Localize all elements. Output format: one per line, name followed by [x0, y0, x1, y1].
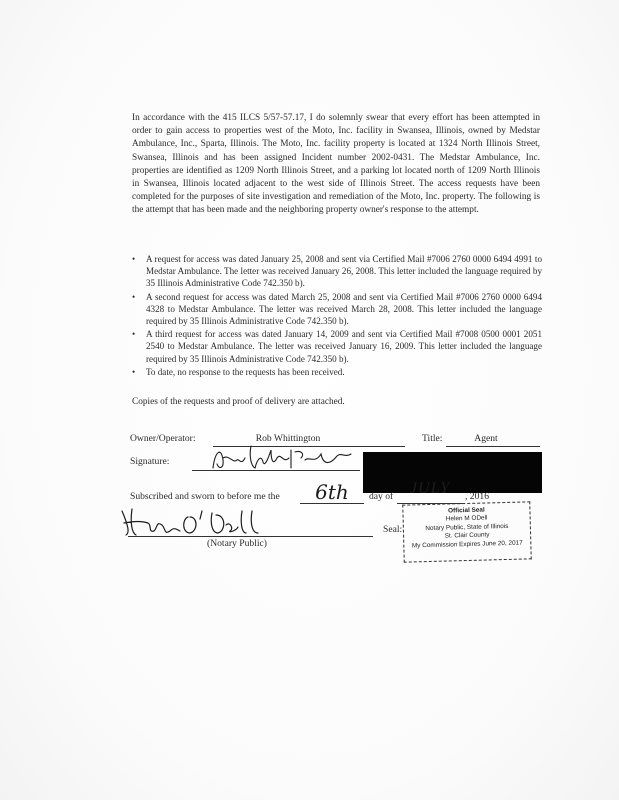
- intro-paragraph: In accordance with the 415 ILCS 5/57-57.17, I do solemnly swear that every effort has been attempted in order to gain access to properties west of the Moto, Inc. facility in Swansea, Illinois, owned by Medstar Ambulance, Inc., Sparta, Illinois. The Moto, Inc. facility property is located at 1324 North Illinois Street, Swansea, Illinois and has been assigned Incident number 2002-0431. The Medstar Ambulance, Inc. properties are identified as 1209 North Illinois Street, and a parking lot located north of 1209 North Illinois in Swansea, Illinois located adjacent to the west side of Illinois Street. The access requests have been completed for the purposes of site investigation and remediation of the Moto, Inc. property. The following is the attempt that has been made and the neighboring property owner's response to the attempt.: [132, 113, 540, 216]
- notary-seal-stamp: [402, 501, 531, 562]
- subscribed-label: Subscribed and sworn to before me the: [130, 491, 280, 502]
- list-item-text: A request for access was dated January 25, 2008 and sent via Certified Mail #7006 2760 0000 6494 4991 to Medstar Ambulance. The letter was received January 26, 2008. This letter included the language required by 35 Illinois Administrative Code 742.350 b).: [146, 254, 542, 289]
- seal-line-state: Notary Public, State of Illinois: [425, 522, 509, 532]
- list-item: [130, 291, 542, 328]
- list-item: [130, 253, 542, 290]
- notary-signature: [118, 505, 288, 539]
- list-item: [130, 328, 542, 365]
- title-line: [446, 446, 540, 447]
- bullet-icon: •: [132, 291, 136, 302]
- notary-public-label: (Notary Public): [207, 538, 267, 549]
- bullet-icon: •: [132, 329, 136, 340]
- list-item-text: A third request for access was dated January 14, 2009 and sent via Certified Mail #7008 0500 0001 2051 2540 to Medstar Ambulance. The letter was received January 16, 2009. This letter included the language required by 35 Illinois Administrative Code 742.350 b).: [146, 329, 542, 364]
- seal-label: Seal:: [383, 524, 403, 535]
- seal-line-county: St. Clair County: [444, 531, 490, 540]
- request-list: [130, 253, 542, 379]
- notary-line: [128, 536, 373, 537]
- signature-label: Signature:: [130, 456, 170, 467]
- owner-operator-label: Owner/Operator:: [130, 433, 196, 444]
- day-of-label: day of: [369, 491, 394, 502]
- list-item-text: To date, no response to the requests has been received.: [146, 366, 345, 377]
- owner-signature: [205, 440, 355, 476]
- list-item: [130, 366, 542, 378]
- owner-name: Rob Whittington: [255, 433, 321, 444]
- month-value: JULY: [409, 480, 451, 497]
- bullet-icon: •: [132, 366, 136, 377]
- seal-line-expiry: My Commission Expires June 20, 2017: [411, 539, 523, 550]
- title-value: Agent: [474, 433, 498, 444]
- seal-line-name: Helen M ODell: [445, 514, 488, 523]
- title-label: Title:: [422, 433, 443, 444]
- year-value: , 2016: [465, 491, 489, 502]
- seal-line-official: Official Seal: [448, 506, 485, 515]
- day-value: 6th: [315, 480, 349, 504]
- list-item-text: A second request for access was dated March 25, 2008 and sent via Certified Mail #7006 2760 0000 6494 4328 to Medstar Ambulance. The letter was received March 28, 2008. This letter included the language required by 35 Illinois Administrative Code 742.350 b).: [146, 291, 542, 327]
- bullet-icon: •: [132, 254, 136, 264]
- attachments-note: Copies of the requests and proof of delivery are attached.: [132, 397, 345, 407]
